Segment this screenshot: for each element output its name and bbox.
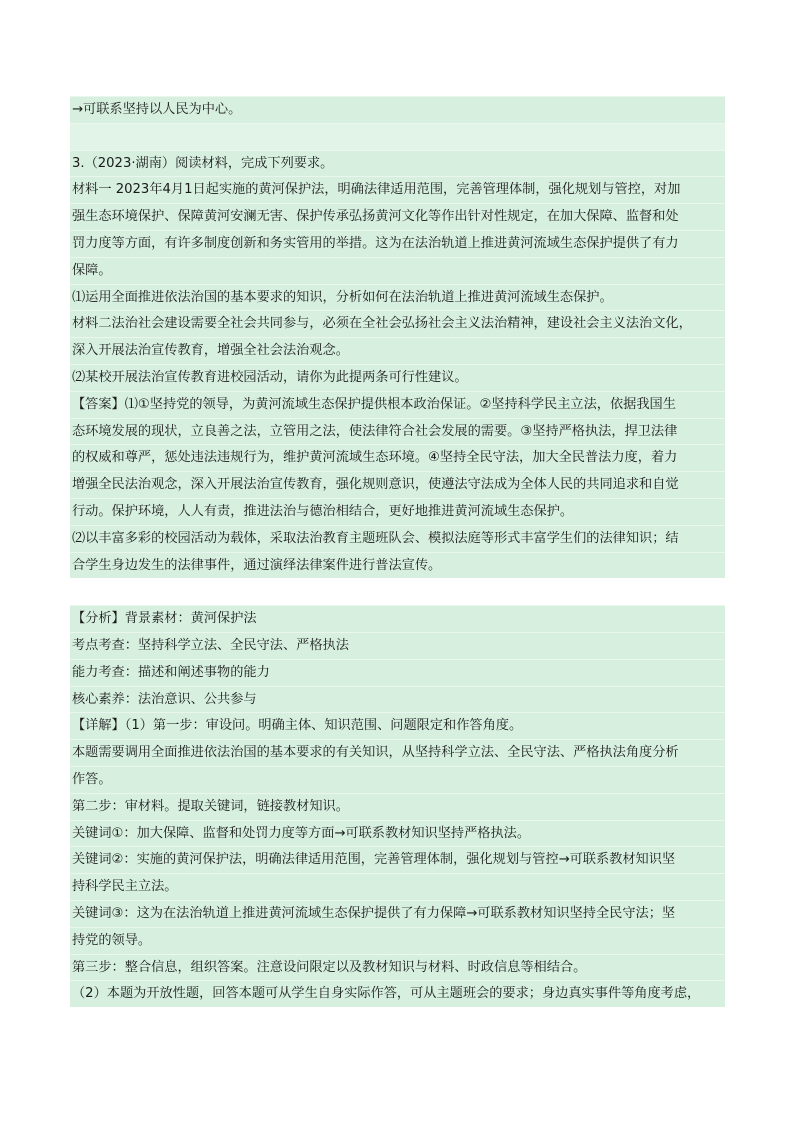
blank-line xyxy=(70,578,725,605)
text-line: 材料一 2023年4月1日起实施的黄河保护法，明确法律适用范围，完善管理体制，强化规划与管控，对加 xyxy=(70,176,725,203)
text-line: →可联系坚持以人民为中心。 xyxy=(70,96,725,123)
text-line: （2）本题为开放性题，回答本题可从学生自身实际作答，可从主题班会的要求；身边真实事件等角度考虑， xyxy=(70,980,725,1007)
text-line: 持科学民主立法。 xyxy=(70,873,725,900)
text-line: 行动。保护环境，人人有责，推进法治与德治相结合，更好地推进黄河流域生态保护。 xyxy=(70,498,725,525)
blank-line xyxy=(70,123,725,150)
text-line: ⑵某校开展法治宣传教育进校园活动，请你为此提两条可行性建议。 xyxy=(70,364,725,391)
text-line: 保障。 xyxy=(70,257,725,284)
text-line: 罚力度等方面，有许多制度创新和务实管用的举措。这为在法治轨道上推进黄河流域生态保护提供了有力 xyxy=(70,230,725,257)
text-line: 【答案】⑴①坚持党的领导，为黄河流域生态保护提供根本政治保证。②坚持科学民主立法，依据我国生 xyxy=(70,391,725,418)
text-line: 本题需要调用全面推进依法治国的基本要求的有关知识，从坚持科学立法、全民守法、严格执法角度分析 xyxy=(70,739,725,766)
text-line: 态环境发展的现状，立良善之法，立管用之法，使法律符合社会发展的需要。③坚持严格执法，捍卫法律 xyxy=(70,418,725,445)
text-line: 关键词③：这为在法治轨道上推进黄河流域生态保护提供了有力保障→可联系教材知识坚持全民守法；坚 xyxy=(70,900,725,927)
text-line: 【详解】（1）第一步：审设问。明确主体、知识范围、问题限定和作答角度。 xyxy=(70,712,725,739)
text-line: 增强全民法治观念，深入开展法治宣传教育，强化规则意识，使遵法守法成为全体人民的共同追求和自觉 xyxy=(70,471,725,498)
text-line: ⑴运用全面推进依法治国的基本要求的知识，分析如何在法治轨道上推进黄河流域生态保护。 xyxy=(70,284,725,311)
text-line: 关键词①：加大保障、监督和处罚力度等方面→可联系教材知识坚持严格执法。 xyxy=(70,820,725,847)
text-line: 的权威和尊严，惩处违法违规行为，维护黄河流域生态环境。④坚持全民守法，加大全民普法力度，着力 xyxy=(70,444,725,471)
text-line: 持党的领导。 xyxy=(70,927,725,954)
text-line: 关键词②：实施的黄河保护法，明确法律适用范围，完善管理体制，强化规划与管控→可联系教材知识坚 xyxy=(70,846,725,873)
text-line: 能力考查：描述和阐述事物的能力 xyxy=(70,659,725,686)
text-line: 合学生身边发生的法律事件，通过演绎法律案件进行普法宣传。 xyxy=(70,552,725,579)
text-line: 强生态环境保护、保障黄河安澜无害、保护传承弘扬黄河文化等作出针对性规定，在加大保障、监督和处 xyxy=(70,203,725,230)
text-line: 第二步：审材料。提取关键词，链接教材知识。 xyxy=(70,793,725,820)
document-body xyxy=(70,96,725,1007)
text-line: 作答。 xyxy=(70,766,725,793)
text-line: 考点考查：坚持科学立法、全民守法、严格执法 xyxy=(70,632,725,659)
text-line: ⑵以丰富多彩的校园活动为载体，采取法治教育主题班队会、模拟法庭等形式丰富学生们的法律知识；结 xyxy=(70,525,725,552)
text-line: 3.（2023·湖南）阅读材料，完成下列要求。 xyxy=(70,150,725,177)
text-line: 第三步：整合信息，组织答案。注意设问限定以及教材知识与材料、时政信息等相结合。 xyxy=(70,954,725,981)
text-line: 材料二法治社会建设需要全社会共同参与，必须在全社会弘扬社会主义法治精神，建设社会主义法治文化， xyxy=(70,310,725,337)
text-line: 核心素养：法治意识、公共参与 xyxy=(70,686,725,713)
text-line: 【分析】背景素材：黄河保护法 xyxy=(70,605,725,632)
text-line: 深入开展法治宣传教育，增强全社会法治观念。 xyxy=(70,337,725,364)
